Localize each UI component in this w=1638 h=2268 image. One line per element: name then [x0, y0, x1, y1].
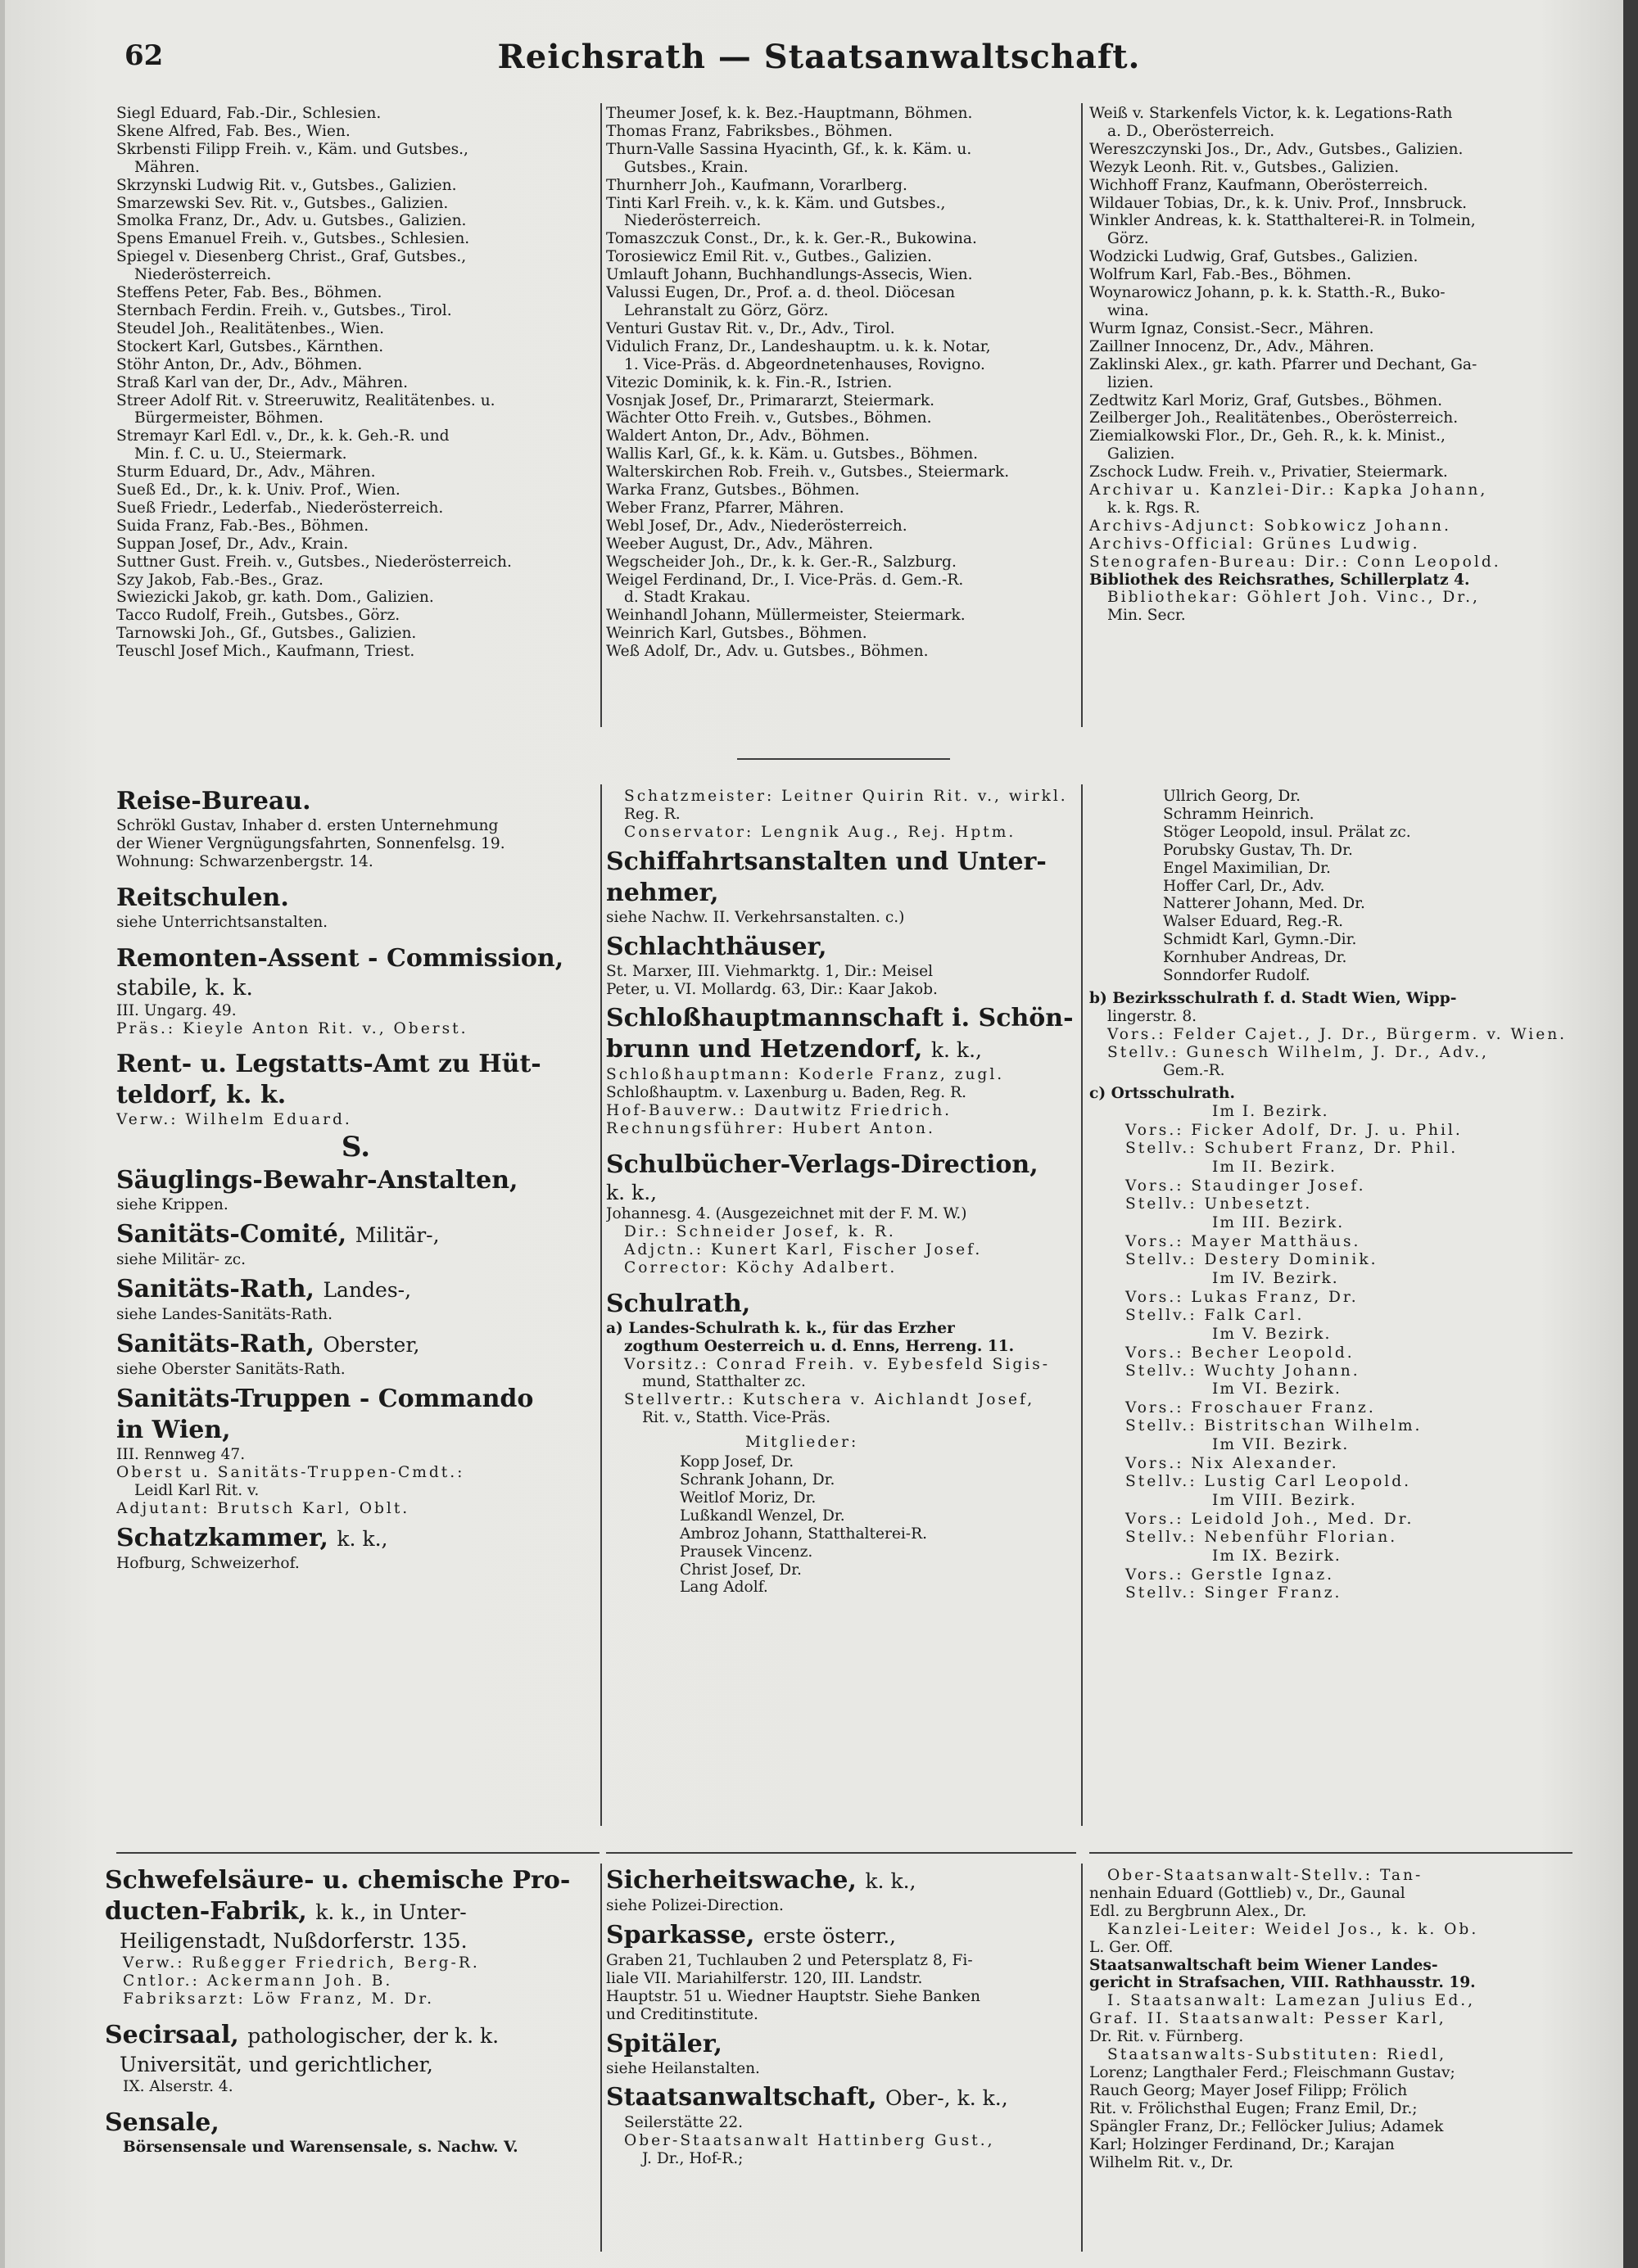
entry-line: Tacco Rudolf, Freih., Gutsbes., Görz.	[116, 607, 400, 625]
entry-heading-row	[606, 1034, 1076, 1066]
entry-line: St. Marxer, III. Viehmarktg. 1, Dir.: Meisel	[606, 962, 934, 980]
entry-line: Niederösterreich.	[134, 266, 272, 284]
entry-heading-row	[606, 2082, 1076, 2114]
entry-line: Spens Emanuel Freih. v., Gutsbes., Schlesien.	[116, 230, 470, 248]
entry-line: Adjctn.: Kunert Karl, Fischer Josef.	[624, 1240, 983, 1258]
district-deputy: Stellv.: Wuchty Johann.	[1125, 1362, 1360, 1380]
entry-line: zogthum Oesterreich u. d. Enns, Herreng. 11.	[624, 1337, 1015, 1355]
member-entry: Ullrich Georg, Dr.	[1163, 788, 1301, 805]
district-chair: Vors.: Becher Leopold.	[1125, 1344, 1355, 1362]
entry-line: Adjutant: Brutsch Karl, Oblt.	[116, 1499, 410, 1517]
entry-line: Hofburg, Schweizerhof.	[116, 1554, 300, 1572]
entry-line: Szy Jakob, Fab.-Bes., Graz.	[116, 571, 324, 589]
entry-line: Präs.: Kieyle Anton Rit. v., Oberst.	[116, 1019, 468, 1037]
entry-heading-row	[116, 1523, 595, 1555]
entry-line: Skrbensti Filipp Freih. v., Käm. und Gutsbes.,	[116, 140, 468, 158]
district-title: Im VI. Bezirk.	[1212, 1380, 1342, 1398]
entry-line: Zedtwitz Karl Moriz, Graf, Gutsbes., Böhmen.	[1089, 391, 1442, 409]
entry-line: mund, Statthalter zc.	[642, 1373, 806, 1391]
entry-line: Lorenz; Langthaler Ferd.; Fleischmann Gustav;	[1089, 2063, 1455, 2081]
entry-line: nenhain Eduard (Gottlieb) v., Dr., Gaunal	[1089, 1884, 1405, 1902]
entry-heading: Schatzkammer,	[116, 1523, 328, 1552]
entry-heading: Säuglings-Bewahr-Anstalten,	[116, 1166, 518, 1195]
entry-heading-cont: in Wien,	[116, 1415, 231, 1444]
entry-heading-row	[116, 1329, 595, 1361]
entry-heading-qualifier: k. k.,	[337, 1526, 388, 1551]
entry-heading-cont: nehmer,	[606, 878, 719, 907]
scan-right-edge	[1623, 0, 1638, 2268]
entry-line: Schloßhauptmann: Koderle Franz, zugl.	[606, 1066, 1005, 1084]
entry-line: Gem.-R.	[1163, 1061, 1225, 1079]
entry-heading-qualifier: erste österr.,	[762, 1923, 897, 1948]
entry-line: Mähren.	[134, 158, 200, 176]
entry-line: Skene Alfred, Fab. Bes., Wien.	[116, 122, 351, 140]
entry-heading: Sanitäts-Rath,	[116, 1330, 314, 1359]
entry-line: Theumer Josef, k. k. Bez.-Hauptmann, Böhmen.	[606, 105, 973, 122]
members-list	[606, 1453, 1076, 1597]
entry-heading-row	[606, 1865, 1076, 1897]
district-title: Im III. Bezirk.	[1212, 1214, 1345, 1232]
entry-line: Torosiewicz Emil Rit. v., Gutbes., Galizien.	[606, 248, 932, 266]
entry-line: Görz.	[1107, 230, 1149, 248]
district-chair: Vors.: Ficker Adolf, Dr. J. u. Phil.	[1125, 1122, 1463, 1140]
entry-line: Rit. v. Frölichsthal Eugen; Franz Emil, Dr.;	[1089, 2099, 1418, 2117]
entry-line: Wolfrum Karl, Fab.-Bes., Böhmen.	[1089, 266, 1352, 284]
entry-line: Siegl Eduard, Fab.-Dir., Schlesien.	[116, 105, 382, 122]
entry-line: Dir.: Schneider Josef, k. R.	[624, 1222, 896, 1240]
entry-line: Staatsanwaltschaft beim Wiener Landes-	[1089, 1956, 1438, 1974]
district-chair: Vors.: Staudinger Josef.	[1125, 1177, 1366, 1195]
entry-line: Sueß Ed., Dr., k. k. Univ. Prof., Wien.	[116, 481, 400, 499]
entry-line: Graben 21, Tuchlauben 2 und Petersplatz 8, Fi-	[606, 1951, 973, 1969]
member-entry: Weitlof Moriz, Dr.	[680, 1489, 817, 1507]
entry-line: Min. Secr.	[1107, 607, 1186, 625]
entry-line: Cntlor.: Ackermann Joh. B.	[123, 1972, 393, 1990]
entry-line: liale VII. Mariahilferstr. 120, III. Landstr.	[606, 1969, 923, 1987]
entry-line: Waldert Anton, Dr., Adv., Böhmen.	[606, 427, 870, 445]
entry-heading-cont: Heiligenstadt, Nußdorferstr. 135.	[120, 1929, 468, 1953]
entry-heading: Reitschulen.	[116, 883, 289, 912]
entry-heading-qualifier: Oberster,	[323, 1333, 420, 1358]
entry-line: Börsensensale und Warensensale, s. Nachw. V.	[123, 2138, 518, 2156]
entry-line: b) Bezirksschulrath f. d. Stadt Wien, Wipp-	[1089, 989, 1457, 1007]
entry-line: Zeilberger Joh., Realitätenbes., Oberösterreich.	[1089, 409, 1459, 427]
district-title: Im IX. Bezirk.	[1212, 1547, 1342, 1565]
entry-line: Vors.: Felder Cajet., J. Dr., Bürgerm. v. Wien.	[1107, 1025, 1568, 1043]
running-head: Reichsrath — Staatsanwaltschaft.	[497, 38, 1141, 76]
entry-heading: Spitäler,	[606, 2029, 722, 2058]
entry-heading: Sicherheitswache,	[606, 1866, 857, 1895]
entry-line: Hof-Bauverw.: Dautwitz Friedrich.	[606, 1102, 952, 1120]
section-letter: S.	[341, 1131, 371, 1164]
entry-line: Thomas Franz, Fabriksbes., Böhmen.	[606, 122, 894, 140]
district-deputy: Stellv.: Singer Franz.	[1125, 1584, 1342, 1602]
entry-line: Umlauft Johann, Buchhandlungs-Assecis, Wien.	[606, 266, 973, 284]
entry-line: Zschock Ludw. Freih. v., Privatier, Steiermark.	[1089, 463, 1448, 481]
entry-line: Vidulich Franz, Dr., Landeshauptm. u. k. k. Notar,	[606, 337, 991, 355]
entry-heading-row	[116, 1274, 595, 1306]
entry-heading: Schloßhauptmannschaft i. Schön-	[606, 1004, 1074, 1033]
entry-line: Tinti Karl Freih. v., k. k. Käm. und Gutsbes.,	[606, 194, 946, 212]
entry-line: Venturi Gustav Rit. v., Dr., Adv., Tirol.	[606, 319, 895, 337]
entry-line: Bibliothekar: Göhlert Joh. Vinc., Dr.,	[1107, 589, 1480, 607]
entry-heading: Staatsanwaltschaft,	[606, 2083, 877, 2112]
section-divider	[606, 1852, 1076, 1854]
member-entry: Natterer Johann, Med. Dr.	[1163, 895, 1365, 913]
column-rule	[600, 103, 602, 727]
member-entry: Engel Maximilian, Dr.	[1163, 859, 1331, 877]
entry-line: Suppan Josef, Dr., Adv., Krain.	[116, 535, 349, 553]
section-divider	[737, 758, 950, 760]
entry-heading-qualifier: pathologischer, der k. k.	[247, 2023, 500, 2048]
entry-heading: Sanitäts-Rath,	[116, 1275, 314, 1304]
entry-heading: Schiffahrtsanstalten und Unter-	[606, 847, 1047, 876]
member-entry: Ambroz Johann, Statthalterei-R.	[680, 1525, 927, 1543]
section-divider	[1089, 1852, 1572, 1854]
entry-heading-row	[606, 1920, 1076, 1952]
entry-line: Rauch Georg; Mayer Josef Filipp; Frölich	[1089, 2081, 1408, 2099]
district-chair: Vors.: Lukas Franz, Dr.	[1125, 1288, 1359, 1306]
entry-line: Archivs-Official: Grünes Ludwig.	[1089, 535, 1420, 553]
entry-line: Skrzynski Ludwig Rit. v., Gutsbes., Galizien.	[116, 176, 457, 194]
district-deputy: Stellv.: Schubert Franz, Dr. Phil.	[1125, 1140, 1459, 1158]
district-deputy: Stellv.: Nebenführ Florian.	[1125, 1529, 1398, 1546]
entry-line: der Wiener Vergnügungsfahrten, Sonnenfelsg. 19.	[116, 834, 505, 852]
district-title: Im I. Bezirk.	[1212, 1103, 1329, 1121]
entry-line: Woynarowicz Johann, p. k. k. Statth.-R., Buko-	[1089, 284, 1446, 302]
entry-line: Oberst u. Sanitäts-Truppen-Cmdt.:	[116, 1463, 465, 1481]
entry-line: Weber Franz, Pfarrer, Mähren.	[606, 499, 844, 517]
entry-line: Staatsanwalts-Substituten: Riedl,	[1107, 2046, 1447, 2064]
entry-line: Stellvertr.: Kutschera v. Aichlandt Josef,	[624, 1391, 1035, 1409]
entry-line: Weiß v. Starkenfels Victor, k. k. Legations-Rath	[1089, 105, 1453, 122]
entry-line: Wallis Karl, Gf., k. k. Käm. u. Gutsbes., Böhmen.	[606, 445, 979, 463]
entry-line: Seilerstätte 22.	[624, 2114, 744, 2132]
entry-line: Kanzlei-Leiter: Weidel Jos., k. k. Ob.	[1107, 1920, 1479, 1938]
entry-line: Peter, u. VI. Mollardg. 63, Dir.: Kaar Jakob.	[606, 980, 938, 998]
entry-line: Niederösterreich.	[624, 212, 762, 230]
member-entry: Walser Eduard, Reg.-R.	[1163, 913, 1344, 931]
entry-line: Verw.: Rußegger Friedrich, Berg-R.	[123, 1954, 480, 1972]
entry-heading: Sensale,	[105, 2108, 219, 2137]
entry-line: Tarnowski Joh., Gf., Gutsbes., Galizien.	[116, 625, 417, 643]
entry-heading-cont: Universität, und gerichtlicher,	[120, 2052, 433, 2076]
entry-line: Stenografen-Bureau: Dir.: Conn Leopold.	[1089, 553, 1501, 571]
entry-line: siehe Polizei-Direction.	[606, 1897, 784, 1914]
district-title: Im V. Bezirk.	[1212, 1325, 1332, 1343]
entry-line: Archivs-Adjunct: Sobkowicz Johann.	[1089, 517, 1451, 535]
entry-line: Conservator: Lengnik Aug., Rej. Hptm.	[624, 823, 1016, 841]
entry-heading-qualifier: k. k.,	[930, 1038, 982, 1063]
entry-heading-cont: ducten-Fabrik,	[105, 1897, 307, 1926]
district-deputy: Stellv.: Bistritschan Wilhelm.	[1125, 1417, 1423, 1435]
district-deputy: Stellv.: Destery Dominik.	[1125, 1250, 1378, 1268]
entry-line: Sturm Eduard, Dr., Adv., Mähren.	[116, 463, 376, 481]
entry-line: Vitezic Dominik, k. k. Fin.-R., Istrien.	[606, 373, 893, 391]
entry-line: Thurn-Valle Sassina Hyacinth, Gf., k. k. Käm. u.	[606, 140, 972, 158]
entry-line: Dr. Rit. v. Fürnberg.	[1089, 2028, 1244, 2046]
entry-line: Steudel Joh., Realitätenbes., Wien.	[116, 319, 385, 337]
bottom-column-1	[105, 1865, 596, 2250]
entry-line: Edl. zu Bergbrunn Alex., Dr.	[1089, 1902, 1307, 1920]
entry-line: siehe Krippen.	[116, 1196, 229, 1214]
entry-line: und Creditinstitute.	[606, 2005, 758, 2023]
district-deputy: Stellv.: Lustig Carl Leopold.	[1125, 1473, 1412, 1491]
entry-line: Vosnjak Josef, Dr., Primararzt, Steiermark.	[606, 391, 935, 409]
column-rule	[1081, 1864, 1083, 2252]
entry-line: siehe Unterrichtsanstalten.	[116, 913, 328, 931]
entry-heading: Sparkasse,	[606, 1920, 755, 1949]
middle-column-2	[606, 788, 1076, 1826]
entry-line: Wodzicki Ludwig, Graf, Gutsbes., Galizien.	[1089, 248, 1419, 266]
page-number: 62	[124, 39, 164, 72]
entry-line: a. D., Oberösterreich.	[1107, 122, 1275, 140]
member-entry: Schramm Heinrich.	[1163, 805, 1314, 823]
entry-line: Zaillner Innocenz, Dr., Adv., Mähren.	[1089, 337, 1374, 355]
entry-heading-qualifier: Landes-,	[323, 1278, 412, 1303]
entry-line: c) Ortsschulrath.	[1089, 1084, 1235, 1102]
entry-heading-row	[105, 2020, 596, 2052]
entry-heading: Sanitäts-Comité,	[116, 1220, 347, 1249]
entry-line: Vorsitz.: Conrad Freih. v. Eybesfeld Sigis-	[624, 1355, 1051, 1373]
entry-line: siehe Oberster Sanitäts-Rath.	[116, 1361, 346, 1379]
column-rule	[1081, 784, 1083, 1826]
entry-line: Teuschl Josef Mich., Kaufmann, Triest.	[116, 643, 415, 661]
top-column-3	[1089, 105, 1572, 727]
entry-line: Stöhr Anton, Dr., Adv., Böhmen.	[116, 355, 363, 373]
entry-line: Valussi Eugen, Dr., Prof. a. d. theol. Diöcesan	[606, 284, 956, 302]
member-entry: Kopp Josef, Dr.	[680, 1453, 794, 1471]
entry-heading-qualifier: k. k.,	[865, 1869, 916, 1893]
bottom-column-2	[606, 1865, 1076, 2250]
entry-line: a) Landes-Schulrath k. k., für das Erzher	[606, 1319, 955, 1337]
entry-heading: Schwefelsäure- u. chemische Pro-	[105, 1866, 571, 1895]
entry-line: Webl Josef, Dr., Adv., Niederösterreich.	[606, 517, 907, 535]
entry-heading-qualifier: k. k., in Unter-	[315, 1900, 467, 1924]
entry-line: III. Ungarg. 49.	[116, 1001, 237, 1019]
entry-line: Sueß Friedr., Lederfab., Niederösterreich.	[116, 499, 444, 517]
district-chair: Vors.: Mayer Matthäus.	[1125, 1233, 1361, 1251]
district-chair: Vors.: Leidold Joh., Med. Dr.	[1125, 1511, 1414, 1529]
entry-line: Fabriksarzt: Löw Franz, M. Dr.	[123, 1990, 435, 2008]
member-entry: Prausek Vincenz.	[680, 1543, 813, 1561]
top-column-2	[606, 105, 1076, 727]
entry-line: Streer Adolf Rit. v. Streeruwitz, Realitätenbes. u.	[116, 391, 495, 409]
entry-line: Wurm Ignaz, Consist.-Secr., Mähren.	[1089, 319, 1374, 337]
entry-line: k. k. Rgs. R.	[1107, 499, 1201, 517]
entry-line: Walterskirchen Rob. Freih. v., Gutsbes., Steiermark.	[606, 463, 1010, 481]
section-divider	[116, 1852, 600, 1854]
entry-line: siehe Militär- zc.	[116, 1251, 247, 1269]
entry-line: Swiezicki Jakob, gr. kath. Dom., Galizien.	[116, 589, 434, 607]
members-title: Mitglieder:	[745, 1434, 859, 1452]
entry-line: III. Rennweg 47.	[116, 1445, 246, 1463]
entry-line: siehe Nachw. II. Verkehrsanstalten. c.)	[606, 908, 905, 926]
district-title: Im VII. Bezirk.	[1212, 1436, 1350, 1454]
entry-line: Archivar u. Kanzlei-Dir.: Kapka Johann,	[1089, 481, 1488, 499]
scan-left-edge	[0, 0, 5, 2268]
district-list	[1089, 1102, 1572, 1602]
entry-line: Schloßhauptm. v. Laxenburg u. Baden, Reg. R.	[606, 1084, 967, 1102]
entry-line: Galizien.	[1107, 445, 1175, 463]
entry-line: Wohnung: Schwarzenbergstr. 14.	[116, 852, 373, 870]
entry-line: Karl; Holzinger Ferdinand, Dr.; Karajan	[1089, 2135, 1395, 2153]
entry-line: Warka Franz, Gutsbes., Böhmen.	[606, 481, 860, 499]
middle-column-3	[1089, 788, 1572, 1826]
entry-line: L. Ger. Off.	[1089, 1938, 1174, 1956]
entry-line: Gutsbes., Krain.	[624, 158, 749, 176]
entry-line: Stremayr Karl Edl. v., Dr., k. k. Geh.-R. und	[116, 427, 450, 445]
entry-line: Wichhoff Franz, Kaufmann, Oberösterreich.	[1089, 176, 1428, 194]
entry-line: J. Dr., Hof-R.;	[642, 2150, 744, 2168]
entry-line: Reg. R.	[624, 805, 681, 823]
entry-line: Weß Adolf, Dr., Adv. u. Gutsbes., Böhmen.	[606, 643, 929, 661]
entry-heading: Remonten-Assent - Commission,	[116, 943, 564, 973]
member-entry: Hoffer Carl, Dr., Adv.	[1163, 877, 1325, 895]
district-chair: Vors.: Nix Alexander.	[1125, 1455, 1339, 1473]
entry-line: Spängler Franz, Dr.; Fellöcker Julius; Adamek	[1089, 2117, 1444, 2135]
member-entry: Lußkandl Wenzel, Dr.	[680, 1507, 845, 1525]
member-entry: Christ Josef, Dr.	[680, 1561, 802, 1579]
district-deputy: Stellv.: Falk Carl.	[1125, 1306, 1305, 1324]
entry-heading: Schlachthäuser,	[606, 932, 827, 961]
column-rule	[600, 1864, 602, 2252]
district-title: Im II. Bezirk.	[1212, 1159, 1337, 1177]
entry-line: IX. Alserstr. 4.	[123, 2077, 233, 2095]
entry-line: Stockert Karl, Gutsbes., Kärnthen.	[116, 337, 384, 355]
entry-line: Johannesg. 4. (Ausgezeichnet mit der F. M. W.)	[606, 1205, 967, 1223]
entry-line: Min. f. C. u. U., Steiermark.	[134, 445, 347, 463]
entry-line: Wezyk Leonh. Rit. v., Gutsbes., Galizien.	[1089, 158, 1400, 176]
entry-line: Wegscheider Joh., Dr., k. k. Ger.-R., Salzburg.	[606, 553, 957, 571]
district-title: Im VIII. Bezirk.	[1212, 1492, 1357, 1510]
entry-heading-cont: stabile, k. k.	[116, 974, 253, 1001]
entry-line: Bürgermeister, Böhmen.	[134, 409, 324, 427]
entry-line: Schatzmeister: Leitner Quirin Rit. v., wirkl.	[624, 788, 1068, 805]
entry-line: I. Staatsanwalt: Lamezan Julius Ed.,	[1107, 1992, 1476, 2010]
entry-line: gericht in Strafsachen, VIII. Rathhausstr. 19.	[1089, 1974, 1476, 1992]
member-entry: Stöger Leopold, insul. Prälat zc.	[1163, 823, 1411, 841]
entry-line: Rit. v., Statth. Vice-Präs.	[642, 1409, 830, 1427]
entry-line: Wildauer Tobias, Dr., k. k. Univ. Prof., Innsbruck.	[1089, 194, 1468, 212]
district-chair: Vors.: Froschauer Franz.	[1125, 1399, 1376, 1417]
entry-line: lingerstr. 8.	[1107, 1007, 1197, 1025]
entry-line: Verw.: Wilhelm Eduard.	[116, 1111, 352, 1129]
entry-line: Ober-Staatsanwalt Hattinberg Gust.,	[624, 2132, 995, 2150]
entry-line: Suttner Gust. Freih. v., Gutsbes., Niederösterreich.	[116, 553, 512, 571]
member-entry: Sonndorfer Rudolf.	[1163, 967, 1310, 985]
middle-column-1	[116, 786, 595, 1826]
entry-line: Wereszczynski Jos., Dr., Adv., Gutsbes., Galizien.	[1089, 140, 1464, 158]
entry-line: Zaklinski Alex., gr. kath. Pfarrer und Dechant, Ga-	[1089, 355, 1477, 373]
entry-line: Lehranstalt zu Görz, Görz.	[624, 301, 829, 319]
entry-line: Suida Franz, Fab.-Bes., Böhmen.	[116, 517, 369, 535]
entry-heading-qualifier: Militär-,	[355, 1223, 440, 1248]
entry-line: Rechnungsführer: Hubert Anton.	[606, 1120, 935, 1138]
entry-line: Leidl Karl Rit. v.	[134, 1481, 260, 1499]
entry-line: Weinhandl Johann, Müllermeister, Steiermark.	[606, 607, 966, 625]
entry-line: Steffens Peter, Fab. Bes., Böhmen.	[116, 284, 382, 302]
entry-heading: Schulbücher-Verlags-Direction,	[606, 1150, 1038, 1180]
members-list	[1089, 788, 1572, 985]
entry-line: Corrector: Köchy Adalbert.	[624, 1258, 898, 1276]
entry-line: Wilhelm Rit. v., Dr.	[1089, 2153, 1234, 2171]
entry-line: Weigel Ferdinand, Dr., I. Vice-Präs. d. Gem.-R.	[606, 571, 964, 589]
entry-line: Stellv.: Gunesch Wilhelm, J. Dr., Adv.,	[1107, 1043, 1489, 1061]
entry-line: Spiegel v. Diesenberg Christ., Graf, Gutsbes.,	[116, 248, 467, 266]
entry-heading-row	[116, 1219, 595, 1251]
bottom-column-3	[1089, 1867, 1572, 2252]
top-column-1	[116, 105, 595, 727]
entry-line: Thurnherr Joh., Kaufmann, Vorarlberg.	[606, 176, 907, 194]
entry-heading-cont: teldorf, k. k.	[116, 1081, 287, 1110]
entry-heading: Reise-Bureau.	[116, 787, 311, 815]
entry-line: Smarzewski Sev. Rit. v., Gutsbes., Galizien.	[116, 194, 449, 212]
entry-line: d. Stadt Krakau.	[624, 589, 751, 607]
entry-line: Ziemialkowski Flor., Dr., Geh. R., k. k. Minist.,	[1089, 427, 1446, 445]
entry-heading-cont: k. k.,	[606, 1181, 658, 1205]
entry-heading-qualifier: Ober-, k. k.,	[885, 2086, 1008, 2111]
entry-heading-row	[105, 1896, 596, 1928]
entry-line: Hauptstr. 51 u. Wiedner Hauptstr. Siehe Banken	[606, 1987, 980, 2005]
entry-line: siehe Landes-Sanitäts-Rath.	[116, 1306, 333, 1324]
column-rule	[600, 784, 602, 1826]
district-title: Im IV. Bezirk.	[1212, 1269, 1339, 1287]
entry-line: Straß Karl van der, Dr., Adv., Mähren.	[116, 373, 409, 391]
entry-heading-cont: brunn und Hetzendorf,	[606, 1035, 923, 1064]
entry-line: Bibliothek des Reichsrathes, Schillerplatz 4.	[1089, 571, 1470, 589]
member-entry: Kornhuber Andreas, Dr.	[1163, 949, 1347, 967]
member-entry: Porubsky Gustav, Th. Dr.	[1163, 841, 1353, 859]
member-entry: Schrank Johann, Dr.	[680, 1471, 835, 1489]
entry-heading: Rent- u. Legstatts-Amt zu Hüt-	[116, 1050, 541, 1079]
entry-line: siehe Heilanstalten.	[606, 2059, 760, 2077]
column-rule	[1081, 103, 1083, 727]
entry-line: Schrökl Gustav, Inhaber d. ersten Unternehmung	[116, 817, 499, 834]
district-chair: Vors.: Gerstle Ignaz.	[1125, 1565, 1335, 1584]
entry-line: Weinrich Karl, Gutsbes., Böhmen.	[606, 625, 867, 643]
entry-line: wina.	[1107, 301, 1149, 319]
district-deputy: Stellv.: Unbesetzt.	[1125, 1195, 1313, 1213]
entry-line: Wächter Otto Freih. v., Gutsbes., Böhmen.	[606, 409, 932, 427]
entry-line: Winkler Andreas, k. k. Statthalterei-R. in Tolmein,	[1089, 212, 1476, 230]
entry-line: Sternbach Ferdin. Freih. v., Gutsbes., Tirol.	[116, 301, 452, 319]
entry-line: Smolka Franz, Dr., Adv. u. Gutsbes., Galizien.	[116, 212, 467, 230]
entry-line: 1. Vice-Präs. d. Abgeordnetenhauses, Rovigno.	[624, 355, 985, 373]
member-entry: Schmidt Karl, Gymn.-Dir.	[1163, 931, 1357, 949]
entry-line: Weeber August, Dr., Adv., Mähren.	[606, 535, 874, 553]
entry-line: lizien.	[1107, 373, 1154, 391]
entry-heading: Secirsaal,	[105, 2020, 239, 2049]
entry-line: Ober-Staatsanwalt-Stellv.: Tan-	[1107, 1867, 1423, 1884]
member-entry: Lang Adolf.	[680, 1579, 768, 1597]
entry-line: Tomaszczuk Const., Dr., k. k. Ger.-R., Bukowina.	[606, 230, 977, 248]
entry-line: Graf. II. Staatsanwalt: Pesser Karl,	[1089, 2010, 1446, 2028]
entry-heading: Sanitäts-Truppen - Commando	[116, 1384, 534, 1413]
entry-heading: Schulrath,	[606, 1289, 751, 1318]
